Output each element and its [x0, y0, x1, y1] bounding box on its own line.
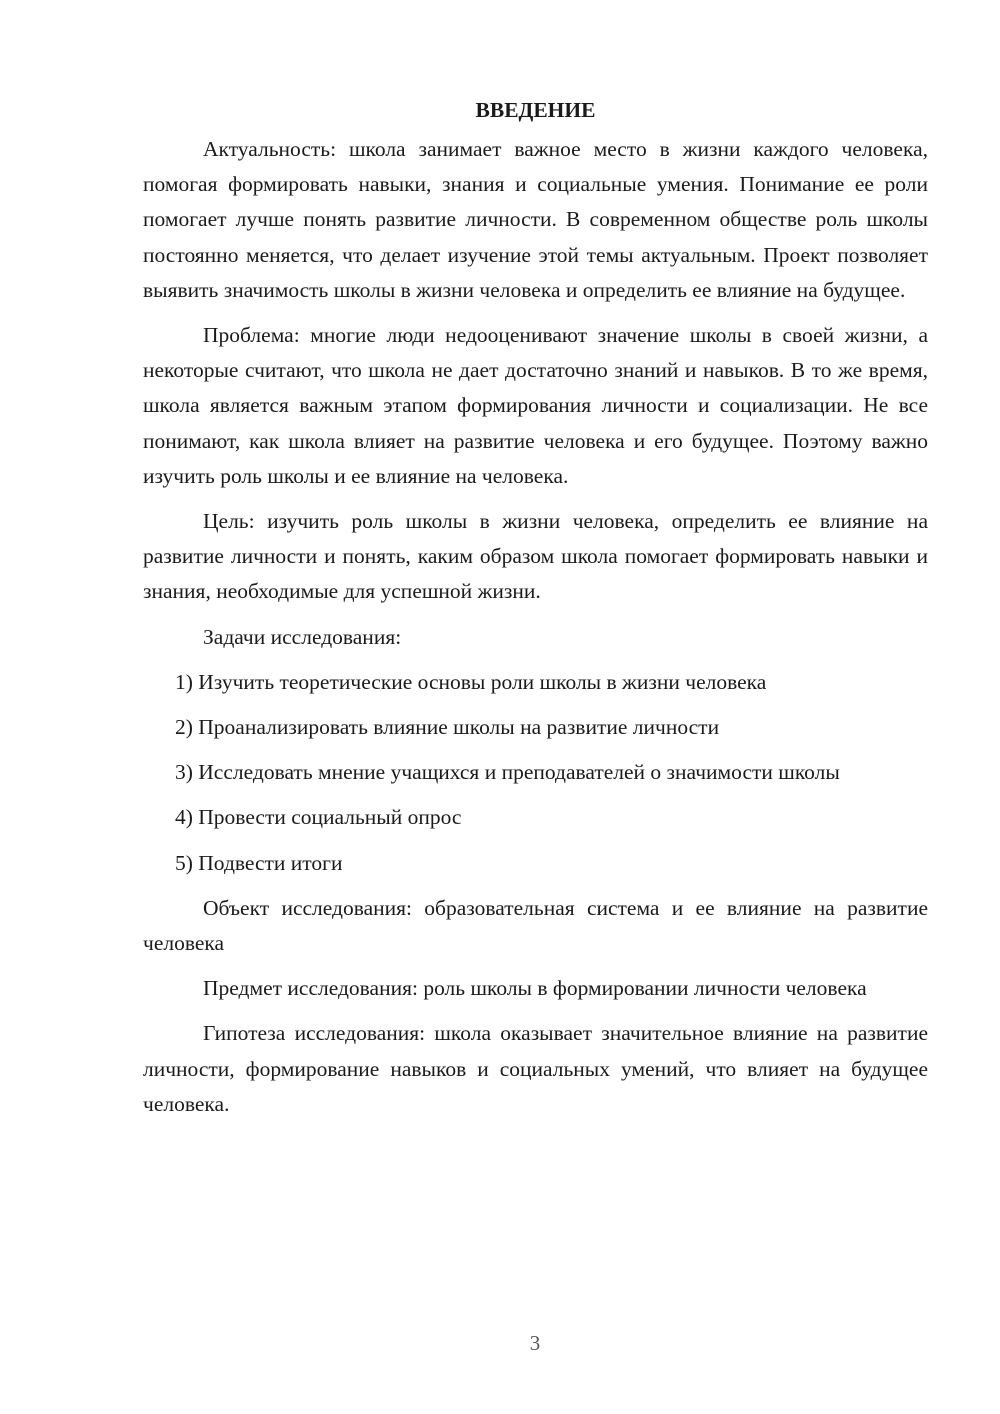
task-item: 1) Изучить теоретические основы роли школы в жизни человека — [175, 669, 767, 694]
subject-paragraph: Предмет исследования: роль школы в формировании личности человека — [203, 976, 867, 1001]
task-item: 5) Подвести итоги — [175, 850, 343, 875]
goal-paragraph: Цель: изучить роль школы в жизни человека, определить ее влияние на развитие личности и понять, каким образом школа помогает формировать навыки и знания, необходимые для успешной жизни. — [143, 509, 928, 604]
task-item: 3) Исследовать мнение учащихся и преподавателей о значимости школы — [175, 760, 840, 785]
page-content — [143, 93, 928, 1132]
task-item: 2) Проанализировать влияние школы на развитие личности — [175, 715, 720, 740]
page-number: 3 — [529, 1331, 541, 1355]
object-paragraph: Объект исследования: образовательная система и ее влияние на развитие человека — [143, 895, 928, 956]
page-title: ВВЕДЕНИЕ — [475, 98, 596, 122]
relevance-paragraph: Актуальность: школа занимает важное место в жизни каждого человека, помогая формировать навыки, знания и социальные умения. Понимание ее роли помогает лучше понять развитие личности. В современном обществе роль школы постоянно меняется, что делает изучение этой темы актуальным. Проект позволяет выявить значимость школы в жизни человека и определить ее влияние на будущее. — [143, 137, 928, 302]
tasks-heading: Задачи исследования: — [203, 624, 402, 649]
hypothesis-paragraph: Гипотеза исследования: школа оказывает значительное влияние на развитие личности, формирование навыков и социальных умений, что влияет на будущее человека. — [143, 1021, 928, 1116]
task-item: 4) Провести социальный опрос — [175, 805, 462, 830]
problem-paragraph: Проблема: многие люди недооценивают значение школы в своей жизни, а некоторые считают, что школа не дает достаточно знаний и навыков. В то же время, школа является важным этапом формирования личности и социализации. Не все понимают, как школа влияет на развитие человека и его будущее. Поэтому важно изучить роль школы и ее влияние на человека. — [143, 323, 928, 488]
